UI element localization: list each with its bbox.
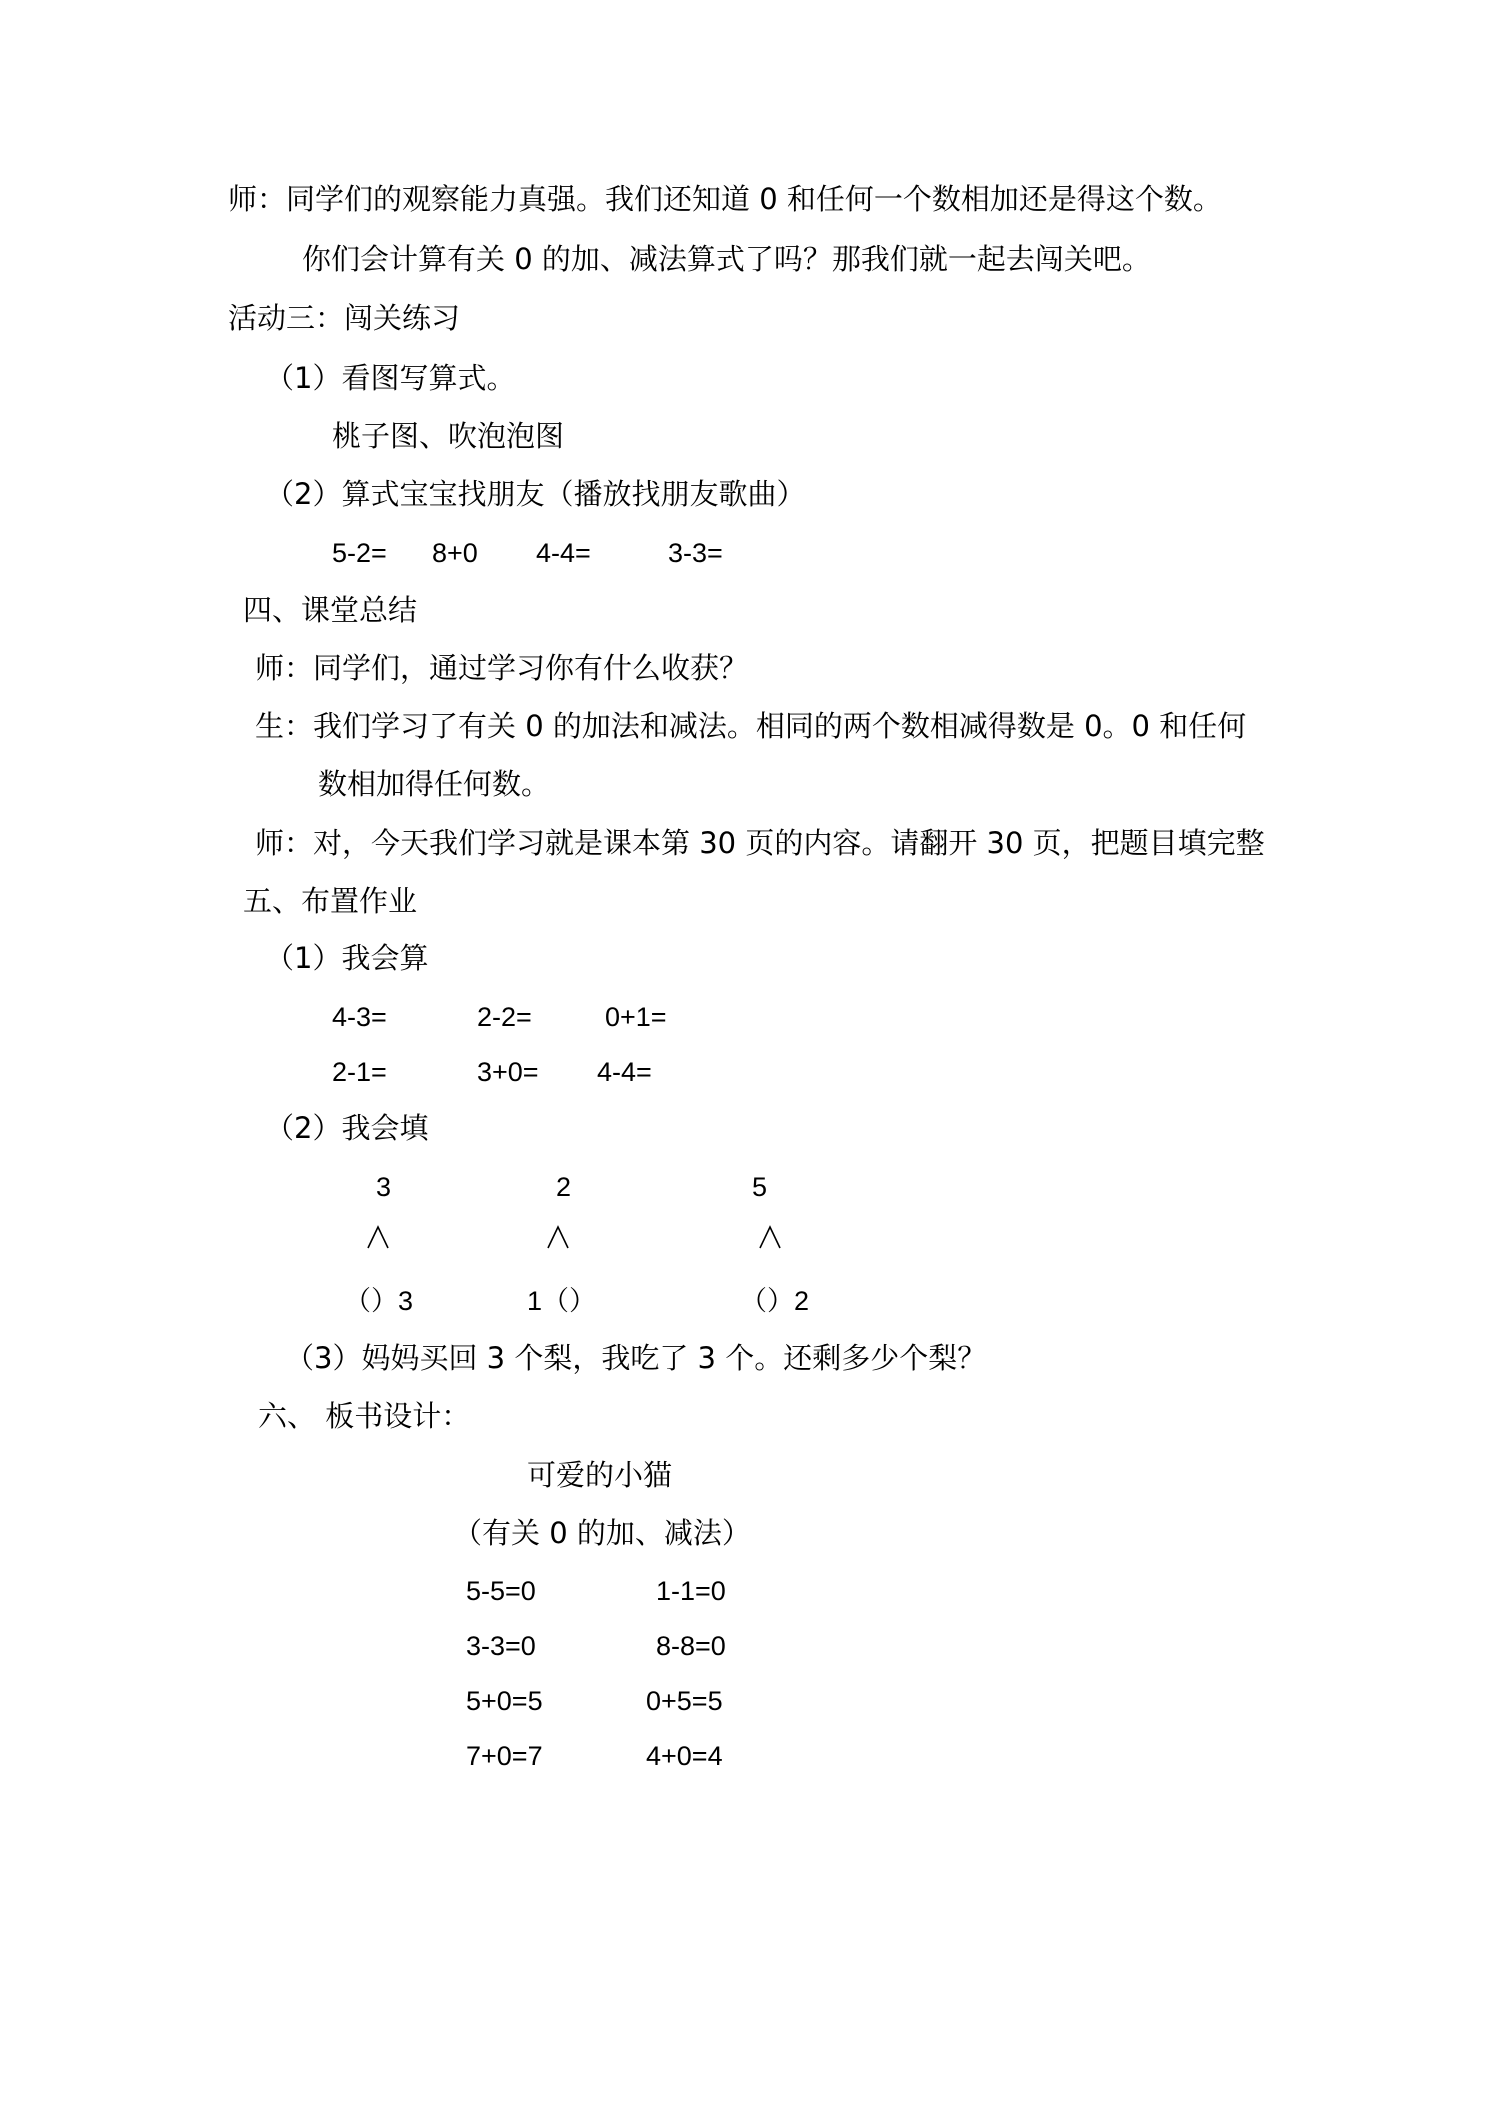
equation: 0+1= [605,1002,667,1032]
teacher-instruction: 师：对，今天我们学习就是课本第 30 页的内容。请翻开 30 页，把题目填完整 [255,826,1265,860]
board-equation: 3-3=0 [466,1631,536,1661]
task-1-heading: （1）看图写算式。 [265,361,516,395]
bond-total: 2 [556,1172,572,1202]
homework-1-heading: （1）我会算 [265,941,429,975]
board-equation: 5+0=5 [466,1686,543,1716]
board-subtitle: （有关 0 的加、减法） [453,1516,751,1550]
equation: 4-4= [536,538,591,568]
section-five-heading: 五、布置作业 [243,884,418,918]
equation: 3-3= [668,538,723,568]
board-equation: 1-1=0 [656,1576,726,1606]
section-four-heading: 四、课堂总结 [243,593,418,627]
teacher-line-2: 你们会计算有关 0 的加、减法算式了吗？那我们就一起去闯关吧。 [302,242,1151,276]
bond-total: 5 [752,1172,768,1202]
task-1-pictures: 桃子图、吹泡泡图 [332,419,565,453]
bond-parts: 1（） [527,1286,597,1316]
branch-icon [546,1224,570,1250]
board-equation: 8-8=0 [656,1631,726,1661]
activity-three-heading: 活动三：闯关练习 [228,301,461,335]
student-answer-2: 数相加得任何数。 [318,767,551,801]
equation: 3+0= [477,1057,539,1087]
teacher-line-1: 师：同学们的观察能力真强。我们还知道 0 和任何一个数相加还是得这个数。 [228,182,1222,216]
equation: 4-4= [597,1057,652,1087]
equation: 5-2= [332,538,387,568]
task-2-heading: （2）算式宝宝找朋友（播放找朋友歌曲） [265,477,806,511]
board-equation: 7+0=7 [466,1741,543,1771]
board-equation: 0+5=5 [646,1686,723,1716]
bond-parts: （）2 [740,1286,810,1316]
equation: 8+0 [432,538,478,568]
branch-icon [758,1224,782,1250]
board-equation: 5-5=0 [466,1576,536,1606]
board-title: 可爱的小猫 [527,1458,673,1492]
homework-2-heading: （2）我会填 [265,1111,429,1145]
equation: 2-2= [477,1002,532,1032]
equation: 2-1= [332,1057,387,1087]
section-six-heading: 六、 板书设计： [258,1399,471,1433]
bond-parts: （）3 [344,1286,414,1316]
homework-3-word-problem: （3）妈妈买回 3 个梨，我吃了 3 个。还剩多少个梨？ [285,1341,987,1375]
student-answer-1: 生：我们学习了有关 0 的加法和减法。相同的两个数相减得数是 0。0 和任何 [255,709,1247,743]
board-equation: 4+0=4 [646,1741,723,1771]
bond-total: 3 [376,1172,392,1202]
equation: 4-3= [332,1002,387,1032]
branch-icon [366,1224,390,1250]
teacher-question: 师：同学们，通过学习你有什么收获？ [255,651,749,685]
